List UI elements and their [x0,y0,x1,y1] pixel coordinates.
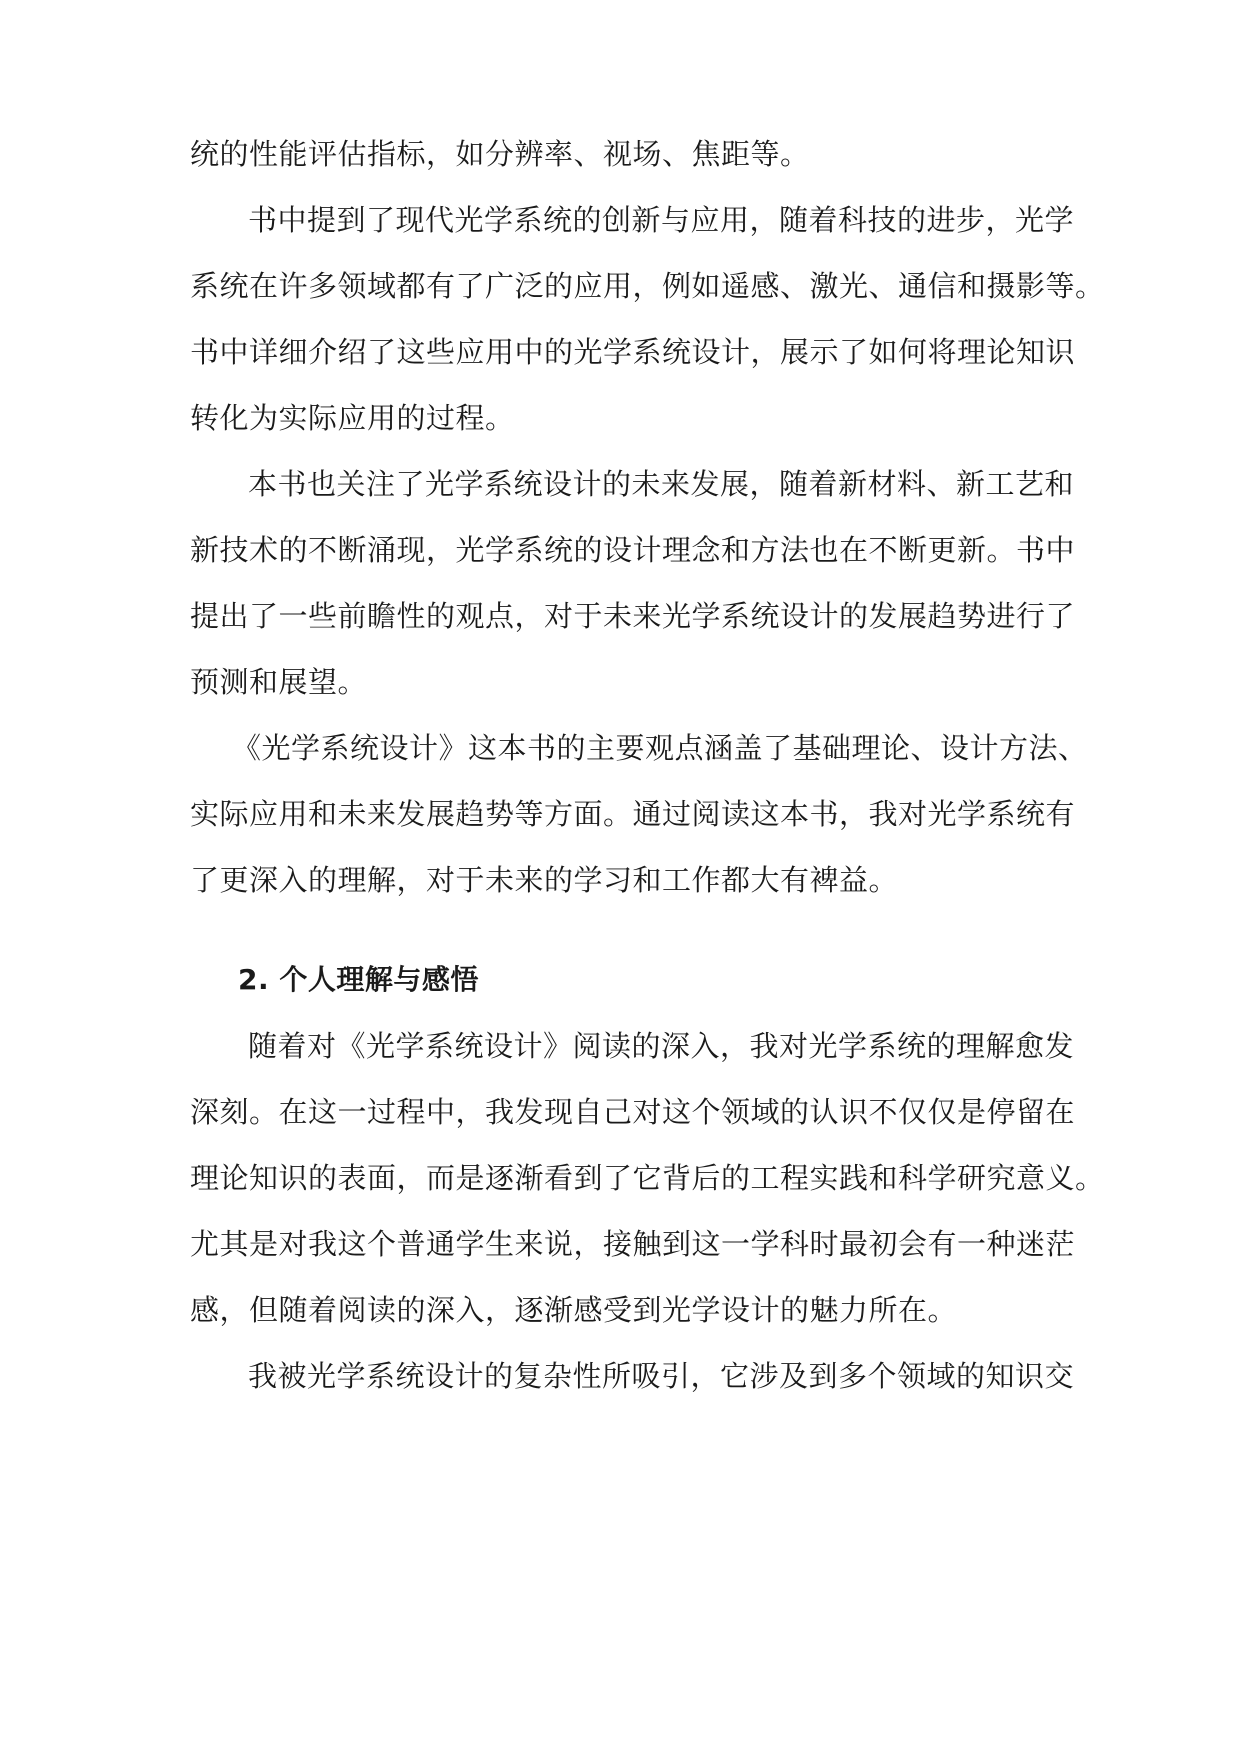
paragraph-5-line-2: 深刻。在这一过程中，我发现自己对这个领域的认识不仅仅是停留在 [190,1095,1076,1129]
paragraph-1-line-1: 统的性能评估指标，如分辨率、视场、焦距等。 [190,137,810,171]
paragraph-2-line-1: 书中提到了现代光学系统的创新与应用，随着科技的进步，光学 [248,203,1075,237]
paragraph-6-line-1: 我被光学系统设计的复杂性所吸引，它涉及到多个领域的知识交 [248,1359,1075,1393]
section-heading: 2. 个人理解与感悟 [238,963,479,996]
paragraph-4-line-2: 实际应用和未来发展趋势等方面。通过阅读这本书，我对光学系统有 [190,797,1076,831]
paragraph-4-line-1: 《光学系统设计》这本书的主要观点涵盖了基础理论、设计方法、 [232,731,1088,765]
paragraph-2-line-4: 转化为实际应用的过程。 [190,401,515,435]
paragraph-5-line-4: 尤其是对我这个普通学生来说，接触到这一学科时最初会有一种迷茫 [190,1227,1076,1261]
paragraph-5-line-5: 感，但随着阅读的深入，逐渐感受到光学设计的魅力所在。 [190,1293,958,1327]
paragraph-3-line-4: 预测和展望。 [190,665,368,699]
paragraph-3-line-1: 本书也关注了光学系统设计的未来发展，随着新材料、新工艺和 [248,467,1075,501]
paragraph-3-line-2: 新技术的不断涌现，光学系统的设计理念和方法也在不断更新。书中 [190,533,1076,567]
paragraph-5-line-3: 理论知识的表面，而是逐渐看到了它背后的工程实践和科学研究意义。 [190,1161,1105,1195]
paragraph-2-line-3: 书中详细介绍了这些应用中的光学系统设计，展示了如何将理论知识 [190,335,1076,369]
paragraph-5-line-1: 随着对《光学系统设计》阅读的深入，我对光学系统的理解愈发 [248,1029,1075,1063]
paragraph-4-line-3: 了更深入的理解，对于未来的学习和工作都大有裨益。 [190,863,899,897]
paragraph-2-line-2: 系统在许多领域都有了广泛的应用，例如遥感、激光、通信和摄影等。 [190,269,1105,303]
paragraph-3-line-3: 提出了一些前瞻性的观点，对于未来光学系统设计的发展趋势进行了 [190,599,1076,633]
